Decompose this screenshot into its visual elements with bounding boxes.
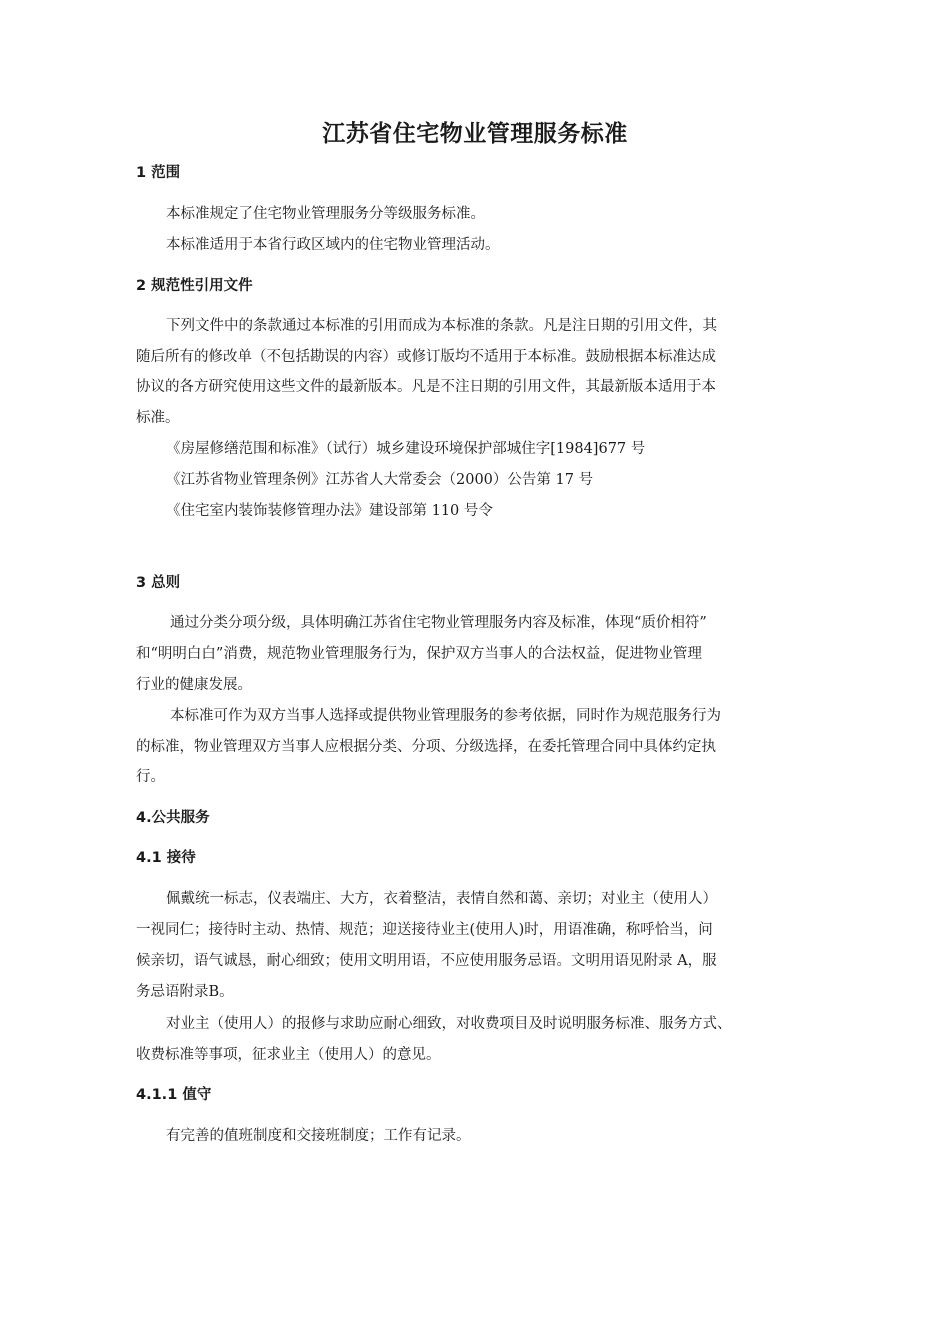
paragraph-line: 一视同仁；接待时主动、热情、规范；迎送接待业主(使用人)时，用语准确，称呼恰当，问: [136, 922, 713, 938]
reference-item: 《江苏省物业管理条例》江苏省人大常委会（2000）公告第 17 号: [166, 472, 594, 488]
paragraph-line: 通过分类分项分级，具体明确江苏省住宅物业管理服务内容及标准，体现“质价相符”: [170, 615, 707, 631]
paragraph-line: 本标准可作为双方当事人选择或提供物业管理服务的参考依据，同时作为规范服务行为: [170, 708, 721, 724]
document-title: 江苏省住宅物业管理服务标准: [322, 121, 628, 147]
paragraph-line: 和“明明白白”消费，规范物业管理服务行为，保护双方当事人的合法权益，促进物业管理: [136, 646, 702, 662]
section-heading-public-services: 4.公共服务: [136, 810, 210, 826]
section-heading-general: 3 总则: [136, 575, 181, 591]
paragraph-line: 的标准，物业管理双方当事人应根据分类、分项、分级选择，在委托管理合同中具体约定执: [136, 739, 716, 755]
paragraph-line: 本标准适用于本省行政区域内的住宅物业管理活动。: [166, 237, 500, 253]
paragraph-line: 务忌语附录B。: [136, 984, 234, 1000]
paragraph-line: 行。: [136, 769, 165, 785]
paragraph-line: 有完善的值班制度和交接班制度；工作有记录。: [166, 1128, 471, 1144]
subsection-heading-reception: 4.1 接待: [136, 850, 196, 866]
paragraph-line: 本标准规定了住宅物业管理服务分等级服务标准。: [166, 206, 485, 222]
paragraph-line: 候亲切，语气诚恳，耐心细致；使用文明用语，不应使用服务忌语。文明用语见附录 A，服: [136, 953, 717, 969]
subsection-heading-duty: 4.1.1 值守: [136, 1087, 212, 1103]
section-heading-scope: 1 范围: [136, 165, 181, 181]
paragraph-line: 行业的健康发展。: [136, 677, 252, 693]
paragraph-line: 佩戴统一标志，仪表端庄、大方，衣着整洁，表情自然和蔼、亲切；对业主（使用人）: [166, 891, 717, 907]
section-heading-references: 2 规范性引用文件: [136, 278, 253, 294]
paragraph-line: 收费标准等事项，征求业主（使用人）的意见。: [136, 1047, 441, 1063]
paragraph-line: 标准。: [136, 410, 180, 426]
reference-item: 《住宅室内装饰装修管理办法》建设部第 110 号令: [166, 503, 493, 519]
paragraph-line: 协议的各方研究使用这些文件的最新版本。凡是不注日期的引用文件，其最新版本适用于本: [136, 379, 716, 395]
paragraph-line: 下列文件中的条款通过本标准的引用而成为本标准的条款。凡是注日期的引用文件，其: [166, 318, 717, 334]
paragraph-line: 随后所有的修改单（不包括勘误的内容）或修订版均不适用于本标准。鼓励根据本标准达成: [136, 349, 716, 365]
reference-item: 《房屋修缮范围和标准》（试行）城乡建设环境保护部城住字[1984]677 号: [166, 441, 646, 457]
paragraph-line: 对业主（使用人）的报修与求助应耐心细致，对收费项目及时说明服务标准、服务方式、: [166, 1016, 732, 1032]
